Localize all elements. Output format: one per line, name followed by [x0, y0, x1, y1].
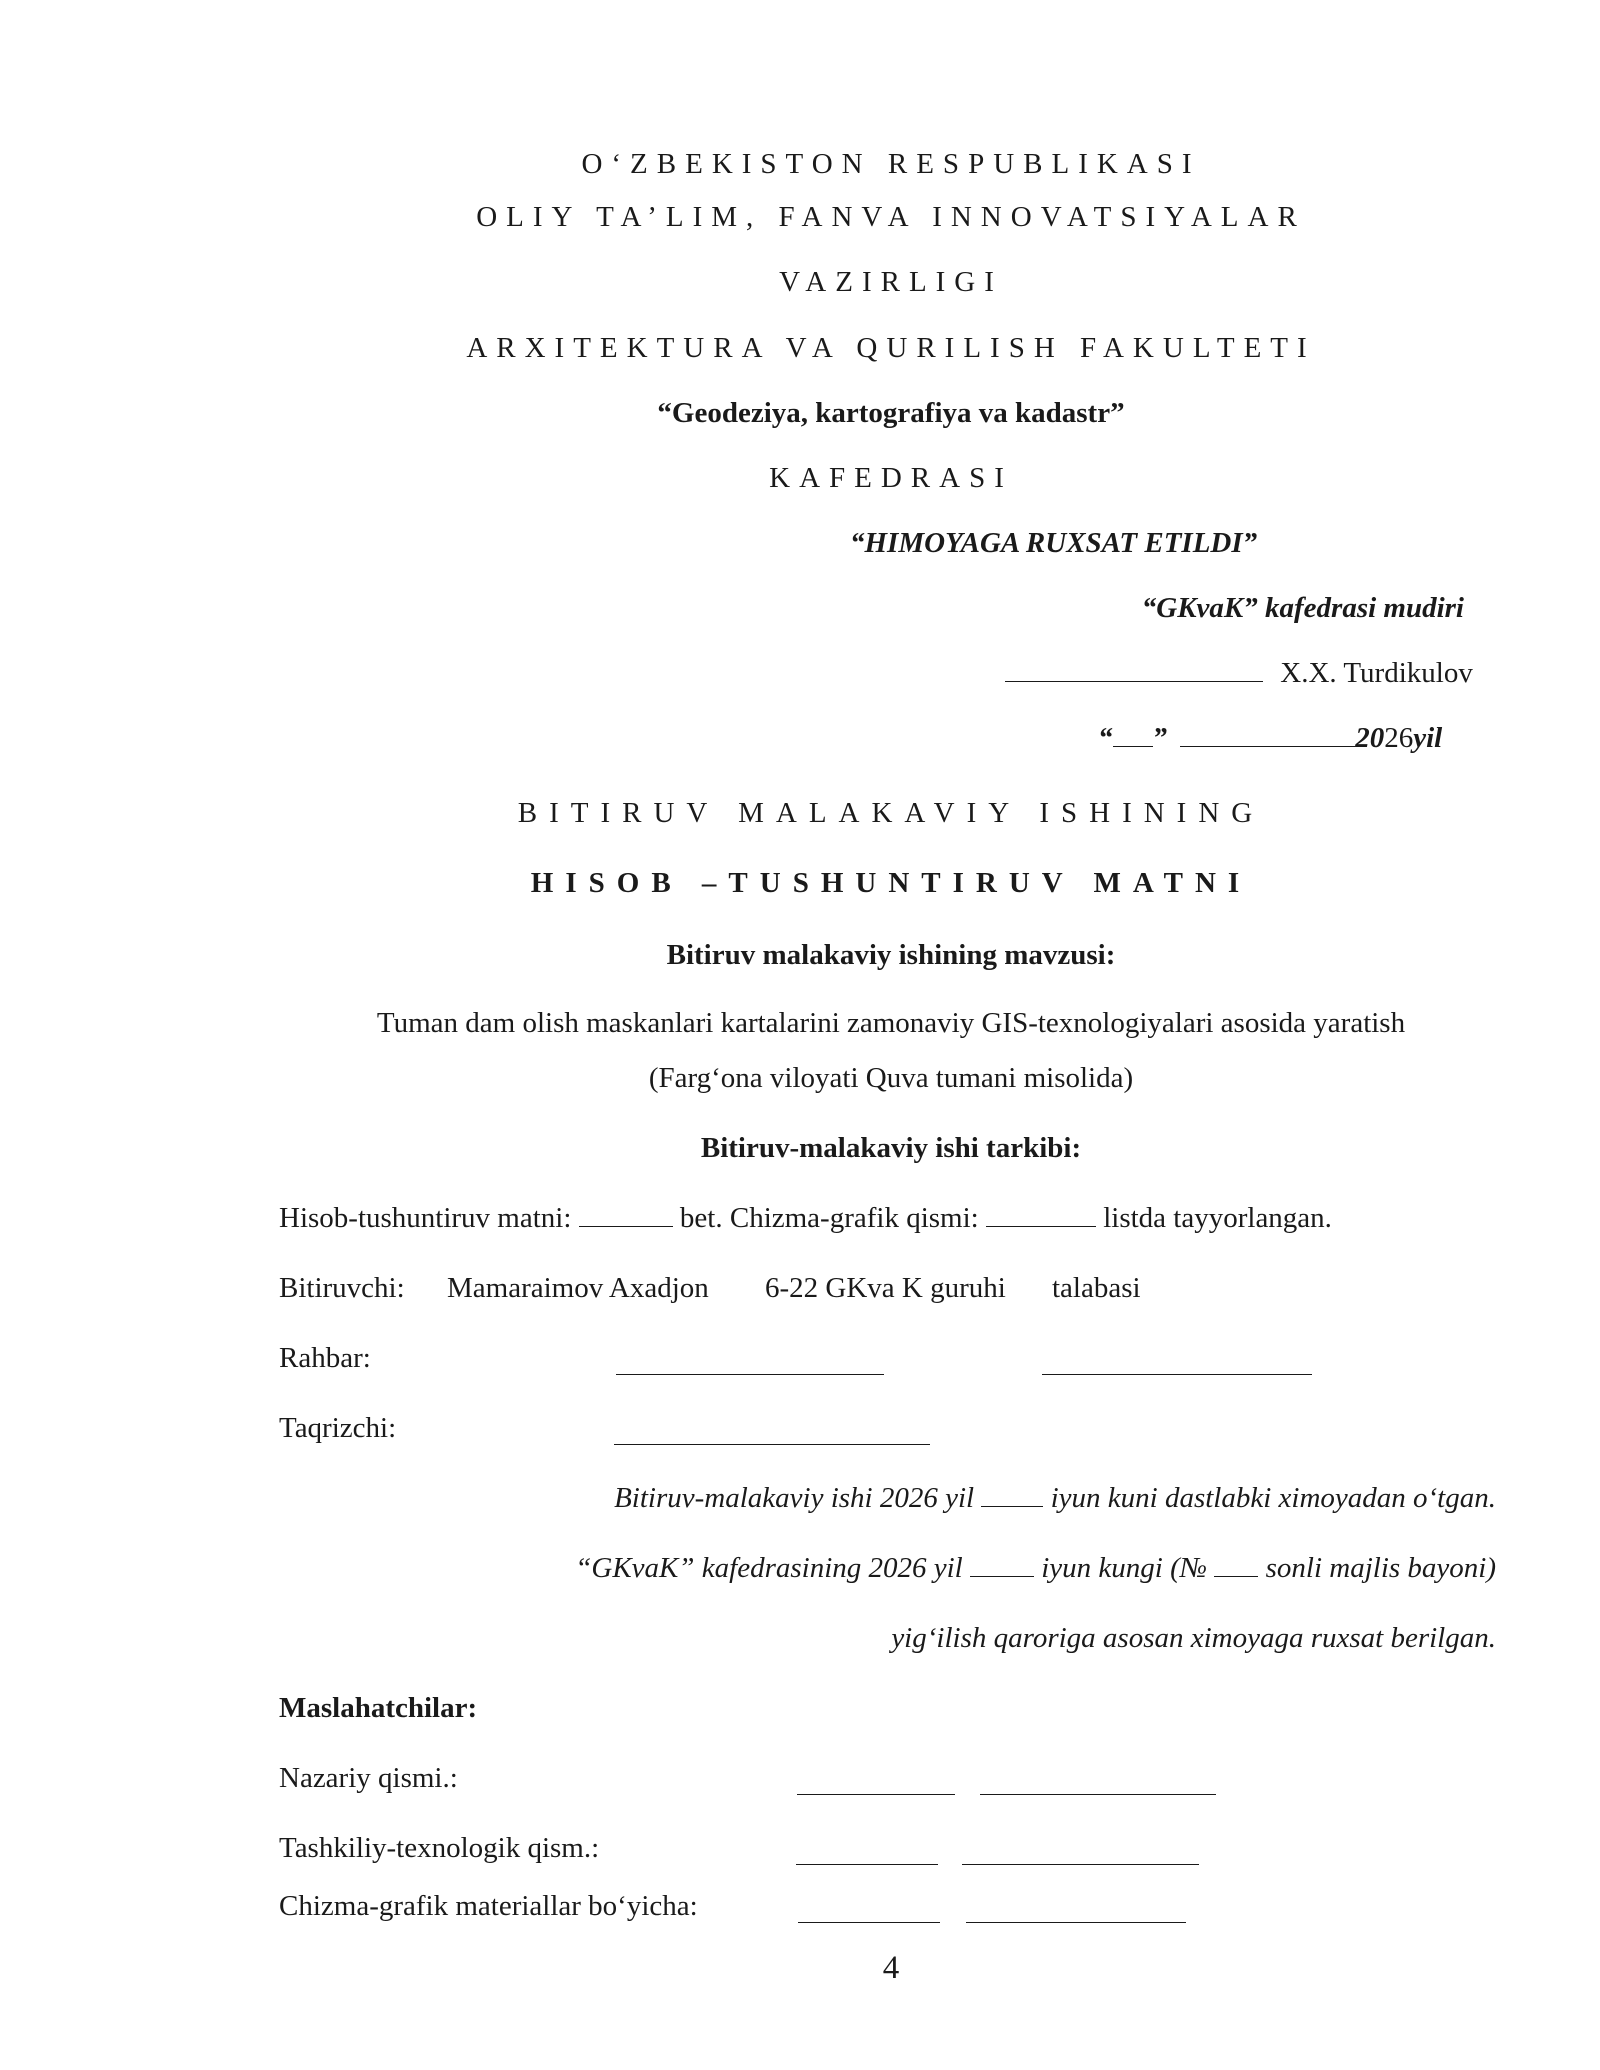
date-close-quote: ” — [1152, 722, 1167, 754]
kafedra-label: KAFEDRASI — [769, 462, 1013, 494]
consultant-theory-signature-blank[interactable] — [980, 1794, 1216, 1795]
header-line-2: OLIY TA’LIM, FANVA INNOVATSIYALAR — [476, 201, 1306, 233]
supervisor-label: Rahbar: — [279, 1342, 371, 1374]
doc-title-line-1: BITIRUV MALAKAVIY ISHINING — [517, 797, 1265, 829]
protocol-number-blank[interactable] — [1214, 1554, 1258, 1577]
composition-line — [279, 1200, 1332, 1236]
defense-line-1 — [614, 1480, 1496, 1516]
defense-line-1a: Bitiruv-malakaviy ishi 2026 yil — [614, 1482, 975, 1514]
consultants-heading: Maslahatchilar: — [279, 1692, 478, 1724]
page-number: 4 — [882, 1950, 900, 1986]
reviewer-blank[interactable] — [614, 1444, 930, 1445]
month-blank[interactable] — [1180, 724, 1355, 747]
consultant-drawing-name-blank[interactable] — [798, 1922, 940, 1923]
supervisor-signature-blank[interactable] — [1042, 1374, 1312, 1375]
consultant-tech-signature-blank[interactable] — [962, 1864, 1199, 1865]
approval-role: “GKvaK” kafedrasi mudiri — [1141, 592, 1464, 624]
day-blank[interactable] — [1113, 724, 1153, 747]
consultant-theory-label: Nazariy qismi.: — [279, 1762, 458, 1794]
year-prefix: 20 — [1355, 722, 1385, 754]
defense-day-blank[interactable] — [981, 1484, 1043, 1507]
consultant-drawing-label: Chizma-grafik materiallar bo‘yicha: — [279, 1890, 698, 1922]
topic-line-2: (Farg‘ona viloyati Quva tumani misolida) — [648, 1062, 1134, 1094]
doc-title-line-2: HISOB –TUSHUNTIRUV MATNI — [530, 867, 1252, 899]
header-line-1: O‘ZBEKISTON RESPUBLIKASI — [581, 148, 1201, 180]
consultant-drawing-signature-blank[interactable] — [966, 1922, 1186, 1923]
defense-line-3: yig‘ilish qaroriga asosan ximoyaga ruxsat berilgan. — [891, 1622, 1496, 1654]
composition-text-b: bet. Chizma-grafik qismi: — [679, 1202, 979, 1234]
consultant-tech-name-blank[interactable] — [796, 1864, 938, 1865]
defense-line-2a: “GKvaK” kafedrasining 2026 yil — [575, 1552, 963, 1584]
student-status: talabasi — [1052, 1272, 1141, 1304]
header-line-3: VAZIRLIGI — [779, 266, 1003, 298]
student-group: 6-22 GKva K guruhi — [765, 1272, 1006, 1304]
composition-text-c: listda tayyorlangan. — [1103, 1202, 1332, 1234]
supervisor-name-blank[interactable] — [616, 1374, 884, 1375]
defense-line-2c: sonli majlis bayoni) — [1265, 1552, 1496, 1584]
sheets-blank[interactable] — [986, 1204, 1096, 1227]
reviewer-label: Taqrizchi: — [279, 1412, 397, 1444]
date-open-quote: “ — [1098, 722, 1113, 754]
composition-heading: Bitiruv-malakaviy ishi tarkibi: — [700, 1132, 1082, 1164]
department-name: “Geodeziya, kartografiya va kadastr” — [657, 397, 1125, 429]
student-label: Bitiruvchi: — [279, 1272, 405, 1304]
approval-name: X.X. Turdikulov — [1280, 657, 1473, 689]
defense-line-2b: iyun kungi (№ — [1041, 1552, 1208, 1584]
composition-text-a: Hisob-tushuntiruv matni: — [279, 1202, 572, 1234]
defense-line-2 — [575, 1550, 1496, 1586]
signature-blank[interactable] — [1005, 659, 1263, 682]
approval-date-line — [1098, 720, 1442, 756]
approval-signature-line — [1005, 655, 1473, 691]
header-line-4: ARXITEKTURA VA QURILISH FAKULTETI — [466, 332, 1316, 364]
topic-line-1: Tuman dam olish maskanlari kartalarini zamonaviy GIS-texnologiyalari asosida yaratish — [376, 1007, 1406, 1039]
pages-blank[interactable] — [579, 1204, 673, 1227]
meeting-day-blank[interactable] — [970, 1554, 1034, 1577]
approval-title: “HIMOYAGA RUXSAT ETILDI” — [850, 527, 1258, 559]
year-digits: 26 — [1384, 722, 1414, 754]
consultant-tech-label: Tashkiliy-texnologik qism.: — [279, 1832, 600, 1864]
defense-line-1b: iyun kuni dastlabki ximoyadan o‘tgan. — [1050, 1482, 1496, 1514]
student-name: Mamaraimov Axadjon — [447, 1272, 709, 1304]
year-suffix: yil — [1413, 722, 1443, 754]
topic-heading: Bitiruv malakaviy ishining mavzusi: — [666, 939, 1116, 971]
consultant-theory-name-blank[interactable] — [797, 1794, 955, 1795]
